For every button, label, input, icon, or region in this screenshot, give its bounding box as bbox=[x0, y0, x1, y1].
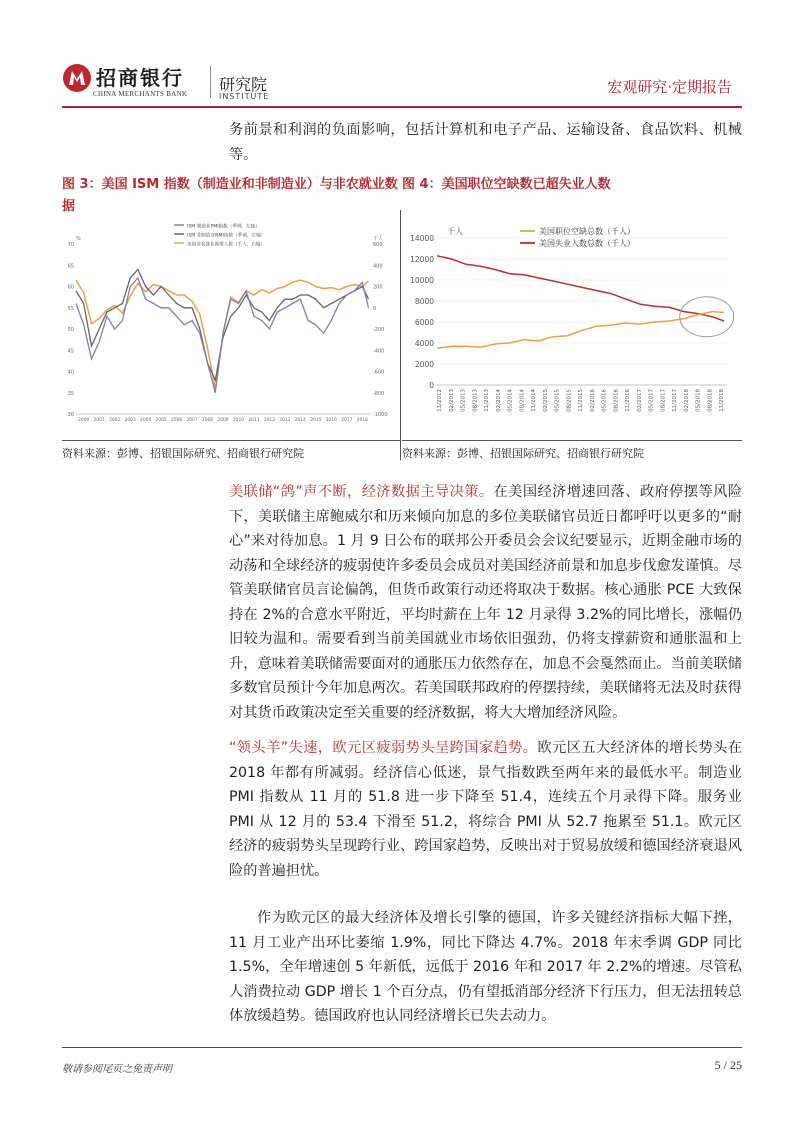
x-tick-label: 08/2013 bbox=[472, 389, 479, 412]
y-left-tick-label: 40 bbox=[67, 369, 74, 376]
x-tick-label: 11/2015 bbox=[578, 389, 584, 412]
paragraph-euro-text: 欧元区五大经济体的增长势头在 2018 年都有所减弱。经济信心低迷，景气指数跌至两年来的最低水平。制造业 PMI 指数从 11 月的 51.8 进一步下降至 51.4，连续五个月录得下降。服务业 PMI 从 12 月的 53.4 下滑至 51.2，将综合 PMI 从 52.7 拖累至 51.1。欧元区经济的疲弱势头呈现跨行业、跨国家趋势，反映出对于贸易放缓和德国经济衰退风险的普遍担忧。 bbox=[229, 740, 742, 879]
x-tick-label: 2011 bbox=[248, 418, 260, 423]
paragraph-germany-text: 作为欧元区的最大经济体及增长引擎的德国，许多关键经济指标大幅下挫，11 月工业产出环比萎缩 1.9%，同比下降达 4.7%。2018 年末季调 GDP 同比 1.5%，全年增速创 5 年新低，远低于 2016 年和 2017 年 2.2%的增速。尽管私人消费拉动 GDP 增长 1 个百分点，仍有望抵消部分经济下行压力，但无法扭转总体放缓趋势。德国政府也认同经济增长已失去动力。 bbox=[229, 910, 742, 1024]
y-tick-label: 2000 bbox=[414, 360, 434, 369]
x-tick-label: 2001 bbox=[93, 418, 105, 423]
legend-label: ISM 制造业PMI指数（季调，左轴） bbox=[187, 224, 260, 230]
y-right-tick-label: 200 bbox=[373, 284, 383, 291]
y-tick-label: 12000 bbox=[410, 255, 434, 264]
x-tick-label: 11/2014 bbox=[531, 389, 537, 412]
y-axis-right-label: 千人 bbox=[373, 236, 384, 242]
y-axis-left-label: % bbox=[76, 236, 81, 242]
x-tick-label: 2007 bbox=[186, 418, 198, 423]
x-tick-label: 02/2015 bbox=[542, 389, 549, 412]
chart4-series bbox=[437, 256, 734, 348]
job-openings-unemployed-chart bbox=[405, 222, 742, 437]
x-tick-label: 2009 bbox=[217, 418, 229, 423]
y-left-tick-label: 65 bbox=[67, 263, 74, 270]
x-tick-label: 02/2016 bbox=[589, 389, 596, 412]
x-tick-label: 05/2017 bbox=[648, 389, 655, 412]
x-tick-label: 2003 bbox=[124, 418, 136, 423]
x-tick-label: 02/2018 bbox=[683, 389, 690, 412]
x-tick-label: 05/2016 bbox=[601, 389, 608, 412]
header-rule bbox=[62, 106, 742, 108]
x-tick-label: 05/2015 bbox=[554, 389, 561, 412]
institute-name-en: INSTITUTE bbox=[219, 92, 270, 101]
page-number: 5 / 25 bbox=[714, 1058, 742, 1072]
y-right-tick-label: 400 bbox=[373, 263, 383, 270]
figure-4-source: 资料来源：彭博、招银国际研究、招商银行研究院 bbox=[402, 447, 644, 460]
chart4-legend bbox=[520, 226, 635, 248]
x-tick-label: 11/2018 bbox=[719, 389, 725, 412]
header-divider bbox=[210, 66, 211, 98]
x-tick-label: 2008 bbox=[201, 418, 214, 423]
paragraph-euro bbox=[229, 736, 742, 883]
institute-name: 研究院 bbox=[219, 75, 268, 94]
x-tick-label: 2017 bbox=[341, 418, 353, 423]
y-right-tick-label: -800 bbox=[373, 390, 385, 397]
x-tick-label: 05/2018 bbox=[695, 389, 702, 412]
x-tick-label: 2006 bbox=[170, 418, 183, 423]
y-right-tick-label: -600 bbox=[373, 369, 385, 376]
x-tick-label: 11/2012 bbox=[437, 389, 443, 412]
chart3-legend bbox=[174, 223, 265, 248]
brand-name: 招商银行 bbox=[96, 66, 184, 90]
paragraph-fed-text: 在美国经济增速回落、政府停摆等风险下，美联储主席鲍威尔和历来倾向加息的多位美联储官员近日都呼吁以更多的“耐心”来对待加息。1 月 9 日公布的联邦公开委员会会议纪要显示，近期金融市场的动荡和全球经济的疲弱使许多委员会成员对美国经济前景和加息步伐愈发谨慎。尽管美联储官员言论偏鸽，但货币政策行动还将取决于数据。核心通胀 PCE 大致保持在 2%的合意水平附近，平均时薪在上年 12 月录得 3.2%的同比增长，涨幅仍旧较为温和。需要看到当前美国就业市场依旧强劲，仍将支撑薪资和通胀温和上升，意味着美联储需要面对的通胀压力依然存在，加息不会戛然而止。当前美联储多数官员预计今年加息两次。若美国联邦政府的停摆持续，美联储将无法及时获得对其货币政策决定至关重要的经济数据，将大大增加经济风险。 bbox=[229, 484, 742, 721]
y-left-tick-label: 30 bbox=[67, 412, 74, 418]
paragraph-fed-lead: 美联储“鸽”声不断，经济数据主导决策。 bbox=[229, 484, 494, 500]
y-tick-label: 14000 bbox=[410, 234, 434, 243]
y-left-tick-label: 60 bbox=[67, 284, 74, 291]
x-tick-label: 08/2017 bbox=[660, 389, 667, 412]
x-tick-label: 05/2014 bbox=[507, 389, 514, 412]
x-tick-label: 08/2014 bbox=[519, 389, 526, 412]
figure-4-rule bbox=[402, 440, 742, 441]
footer-rule bbox=[62, 1047, 742, 1048]
chart3-series bbox=[76, 270, 369, 393]
y-tick-label: 8000 bbox=[414, 297, 434, 306]
x-tick-label: 2004 bbox=[140, 418, 152, 423]
y-left-tick-label: 35 bbox=[67, 390, 74, 397]
figure-3-rule bbox=[62, 440, 400, 441]
figure-3-source: 资料来源：彭博、招银国际研究、招商银行研究院 bbox=[62, 447, 304, 460]
x-tick-label: 2016 bbox=[325, 418, 337, 423]
x-tick-label: 2012 bbox=[263, 418, 276, 423]
y-right-tick-label: 0 bbox=[373, 305, 377, 312]
x-tick-label: 11/2013 bbox=[484, 389, 490, 412]
y-left-tick-label: 55 bbox=[67, 305, 74, 312]
cmb-logo-icon bbox=[62, 62, 92, 94]
x-tick-label: 02/2014 bbox=[495, 389, 502, 412]
crossover-highlight-circle bbox=[680, 297, 734, 337]
x-tick-label: 08/2015 bbox=[566, 389, 573, 412]
intro-paragraph: 务前景和利润的负面影响，包括计算机和电子产品、运输设备、食品饮料、机械等。 bbox=[229, 122, 742, 163]
x-tick-label: 05/2013 bbox=[460, 389, 467, 412]
chart3-axes bbox=[68, 235, 388, 423]
legend-label: 美国职位空缺总数（千人） bbox=[539, 227, 635, 236]
paragraph-euro-lead: “领头羊”失速，欧元区疲弱势头呈跨国家趋势。 bbox=[229, 740, 538, 756]
paragraph-fed bbox=[229, 480, 742, 725]
footer-disclaimer: 敬请参阅尾页之免责声明 bbox=[62, 1064, 172, 1075]
brand-subtitle: CHINA MERCHANTS BANK bbox=[93, 90, 188, 98]
y-left-tick-label: 50 bbox=[67, 327, 74, 333]
x-tick-label: 08/2018 bbox=[707, 389, 714, 412]
x-tick-label: 2000 bbox=[78, 418, 90, 423]
figure-4-caption: 图 4：美国职位空缺数已超失业人数 bbox=[402, 177, 611, 192]
x-tick-label: 2018 bbox=[356, 418, 368, 423]
x-tick-label: 11/2016 bbox=[625, 389, 631, 412]
x-tick-label: 2010 bbox=[232, 418, 245, 423]
figure-divider bbox=[400, 210, 401, 460]
ism-payrolls-chart bbox=[62, 218, 396, 434]
x-tick-label: 08/2016 bbox=[613, 389, 620, 412]
nmi-line bbox=[76, 270, 369, 381]
y-right-tick-label: -1000 bbox=[373, 412, 388, 418]
y-tick-label: 10000 bbox=[410, 276, 434, 285]
y-tick-label: 0 bbox=[429, 381, 434, 390]
y-tick-label: 6000 bbox=[414, 318, 434, 327]
y-left-tick-label: 70 bbox=[67, 242, 74, 248]
legend-label: 美国非农就业新增人数（千人，右轴） bbox=[187, 242, 266, 248]
x-tick-label: 2015 bbox=[310, 418, 322, 423]
x-tick-label: 2005 bbox=[155, 418, 167, 423]
pmi-line bbox=[76, 278, 369, 393]
report-type: 宏观研究·定期报告 bbox=[607, 78, 732, 96]
y-right-tick-label: -400 bbox=[373, 348, 385, 355]
figure-3-caption: 图 3：美国 ISM 指数（制造业和非制造业）与非农就业数据 bbox=[62, 177, 398, 214]
y-right-tick-label: 600 bbox=[373, 242, 383, 248]
y-right-tick-label: -200 bbox=[373, 327, 385, 333]
legend-label: ISM 非制造业NMI指数（季调，左轴） bbox=[187, 233, 266, 239]
x-tick-label: 02/2013 bbox=[448, 389, 455, 412]
x-tick-label: 11/2017 bbox=[672, 389, 678, 412]
y-left-tick-label: 45 bbox=[67, 348, 74, 355]
x-tick-label: 2014 bbox=[294, 418, 306, 423]
x-tick-label: 2002 bbox=[109, 418, 121, 423]
legend-label: 美国失业人数总数（千人） bbox=[539, 239, 635, 248]
paragraph-germany bbox=[229, 906, 742, 1029]
y-tick-label: 4000 bbox=[414, 339, 434, 348]
x-tick-label: 02/2017 bbox=[636, 389, 643, 412]
x-tick-label: 2013 bbox=[279, 418, 291, 423]
y-axis-unit: 千人 bbox=[447, 227, 463, 236]
